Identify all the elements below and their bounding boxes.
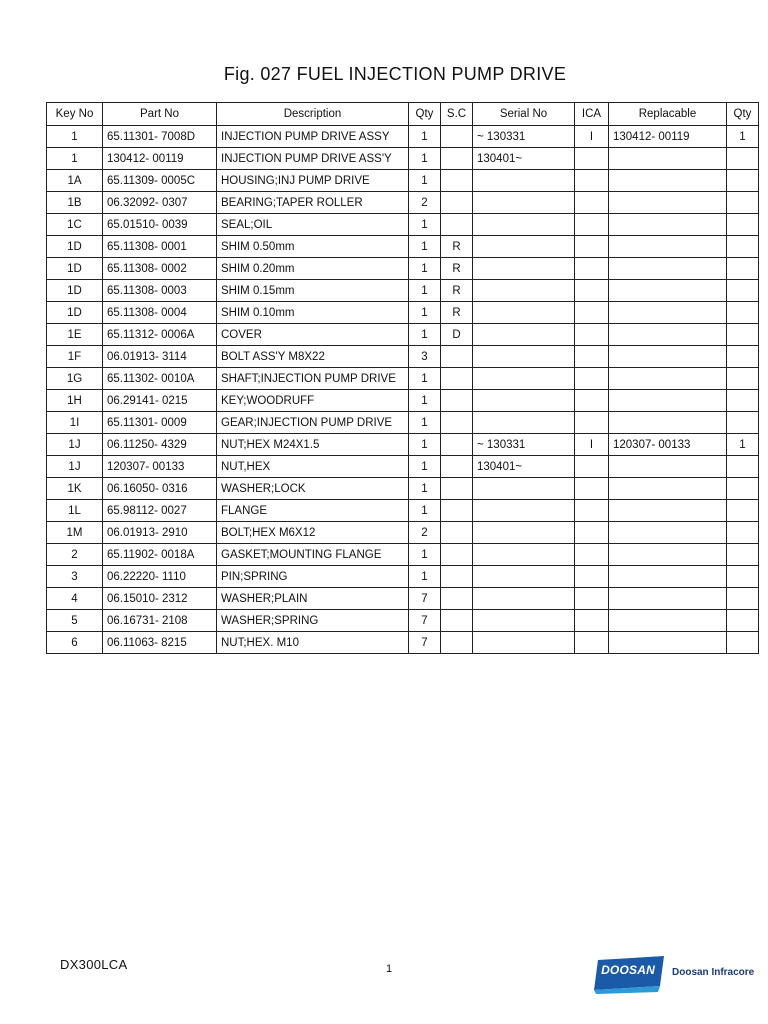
- table-row: [47, 236, 759, 258]
- table-cell: 65.98112- 0027: [103, 500, 217, 522]
- table-cell: [473, 170, 575, 192]
- table-cell: [727, 368, 759, 390]
- table-cell: [609, 214, 727, 236]
- table-cell: ~ 130331: [473, 126, 575, 148]
- logo-company-text: Doosan Infracore: [672, 967, 755, 978]
- table-cell: 1: [409, 412, 441, 434]
- table-cell: 06.16050- 0316: [103, 478, 217, 500]
- table-cell: WASHER;LOCK: [217, 478, 409, 500]
- table-cell: [727, 170, 759, 192]
- table-cell: [727, 346, 759, 368]
- table-cell: 1: [409, 478, 441, 500]
- table-cell: [609, 456, 727, 478]
- table-cell: 06.11250- 4329: [103, 434, 217, 456]
- table-cell: 130401~: [473, 456, 575, 478]
- table-cell: GASKET;MOUNTING FLANGE: [217, 544, 409, 566]
- table-cell: GEAR;INJECTION PUMP DRIVE: [217, 412, 409, 434]
- table-cell: [609, 632, 727, 654]
- table-row: [47, 302, 759, 324]
- table-cell: 1: [409, 390, 441, 412]
- table-row: [47, 500, 759, 522]
- table-cell: [609, 566, 727, 588]
- table-cell: SHIM 0.50mm: [217, 236, 409, 258]
- table-cell: SHIM 0.15mm: [217, 280, 409, 302]
- table-cell: [727, 258, 759, 280]
- column-header: Qty: [727, 103, 759, 126]
- table-row: [47, 214, 759, 236]
- table-cell: [609, 170, 727, 192]
- column-header: Serial No: [473, 103, 575, 126]
- table-cell: 130412- 00119: [103, 148, 217, 170]
- table-cell: 7: [409, 610, 441, 632]
- table-header-row: [47, 103, 759, 126]
- table-cell: 1: [47, 126, 103, 148]
- table-cell: 06.11063- 8215: [103, 632, 217, 654]
- page-number: 1: [386, 963, 393, 975]
- table-cell: I: [575, 434, 609, 456]
- table-cell: [727, 324, 759, 346]
- table-row: [47, 258, 759, 280]
- table-cell: [473, 500, 575, 522]
- table-cell: 1M: [47, 522, 103, 544]
- model-label: DX300LCA: [60, 957, 128, 972]
- table-cell: 1C: [47, 214, 103, 236]
- table-cell: [609, 192, 727, 214]
- table-cell: [441, 500, 473, 522]
- table-row: [47, 280, 759, 302]
- table-cell: 1D: [47, 302, 103, 324]
- table-cell: [727, 456, 759, 478]
- table-row: [47, 610, 759, 632]
- table-cell: [441, 368, 473, 390]
- table-cell: 65.11308- 0003: [103, 280, 217, 302]
- table-cell: [727, 390, 759, 412]
- table-cell: [609, 258, 727, 280]
- table-cell: [575, 566, 609, 588]
- table-cell: [727, 632, 759, 654]
- table-cell: 65.11312- 0006A: [103, 324, 217, 346]
- table-cell: KEY;WOODRUFF: [217, 390, 409, 412]
- table-cell: BEARING;TAPER ROLLER: [217, 192, 409, 214]
- table-cell: [575, 258, 609, 280]
- table-cell: 1: [409, 566, 441, 588]
- table-cell: 65.11308- 0004: [103, 302, 217, 324]
- table-cell: D: [441, 324, 473, 346]
- table-cell: [575, 324, 609, 346]
- parts-table: [46, 102, 759, 654]
- table-cell: [473, 632, 575, 654]
- table-row: [47, 126, 759, 148]
- table-cell: 65.11902- 0018A: [103, 544, 217, 566]
- table-cell: 06.16731- 2108: [103, 610, 217, 632]
- table-cell: [609, 148, 727, 170]
- table-row: [47, 544, 759, 566]
- table-cell: [473, 522, 575, 544]
- table-cell: [575, 456, 609, 478]
- table-cell: 1G: [47, 368, 103, 390]
- table-cell: [609, 324, 727, 346]
- table-cell: [473, 610, 575, 632]
- table-cell: [441, 456, 473, 478]
- table-cell: 3: [409, 346, 441, 368]
- table-cell: [727, 566, 759, 588]
- table-cell: 65.01510- 0039: [103, 214, 217, 236]
- table-cell: [575, 368, 609, 390]
- table-cell: 06.01913- 3114: [103, 346, 217, 368]
- table-cell: [727, 236, 759, 258]
- table-cell: [609, 302, 727, 324]
- table-cell: [473, 478, 575, 500]
- table-cell: [727, 302, 759, 324]
- table-cell: 1D: [47, 236, 103, 258]
- table-cell: NUT;HEX M24X1.5: [217, 434, 409, 456]
- column-header: Key No: [47, 103, 103, 126]
- table-cell: 1I: [47, 412, 103, 434]
- table-cell: 1K: [47, 478, 103, 500]
- table-cell: 1J: [47, 434, 103, 456]
- table-cell: 7: [409, 588, 441, 610]
- table-row: [47, 566, 759, 588]
- table-cell: [441, 610, 473, 632]
- table-cell: 06.22220- 1110: [103, 566, 217, 588]
- table-cell: R: [441, 280, 473, 302]
- table-cell: [727, 544, 759, 566]
- table-row: [47, 588, 759, 610]
- table-cell: [473, 390, 575, 412]
- table-cell: R: [441, 258, 473, 280]
- table-cell: FLANGE: [217, 500, 409, 522]
- table-cell: [575, 500, 609, 522]
- table-cell: 2: [409, 522, 441, 544]
- column-header: Description: [217, 103, 409, 126]
- table-cell: [441, 192, 473, 214]
- table-cell: NUT;HEX. M10: [217, 632, 409, 654]
- table-cell: [575, 610, 609, 632]
- table-cell: INJECTION PUMP DRIVE ASSY: [217, 126, 409, 148]
- table-cell: [609, 588, 727, 610]
- table-cell: 6: [47, 632, 103, 654]
- table-cell: [441, 390, 473, 412]
- table-cell: [441, 522, 473, 544]
- table-cell: I: [575, 126, 609, 148]
- table-cell: 1: [409, 280, 441, 302]
- table-row: [47, 170, 759, 192]
- table-cell: [609, 346, 727, 368]
- table-cell: 1: [409, 236, 441, 258]
- table-row: [47, 632, 759, 654]
- table-cell: PIN;SPRING: [217, 566, 409, 588]
- table-cell: [473, 324, 575, 346]
- table-cell: [727, 192, 759, 214]
- table-cell: 1L: [47, 500, 103, 522]
- table-cell: SHAFT;INJECTION PUMP DRIVE: [217, 368, 409, 390]
- table-cell: [441, 126, 473, 148]
- table-cell: 1D: [47, 280, 103, 302]
- table-cell: [441, 544, 473, 566]
- table-row: [47, 434, 759, 456]
- table-cell: [727, 478, 759, 500]
- table-cell: [473, 258, 575, 280]
- column-header: Replacable: [609, 103, 727, 126]
- table-cell: COVER: [217, 324, 409, 346]
- table-cell: 65.11309- 0005C: [103, 170, 217, 192]
- column-header: Qty: [409, 103, 441, 126]
- table-cell: [441, 632, 473, 654]
- table-cell: BOLT;HEX M6X12: [217, 522, 409, 544]
- table-cell: 3: [47, 566, 103, 588]
- table-cell: 2: [409, 192, 441, 214]
- table-cell: [609, 280, 727, 302]
- table-row: [47, 478, 759, 500]
- table-cell: 1: [409, 456, 441, 478]
- table-cell: [575, 236, 609, 258]
- table-cell: 1: [727, 126, 759, 148]
- logo-brand-text: DOOSAN: [601, 963, 655, 977]
- table-row: [47, 368, 759, 390]
- table-cell: [609, 236, 727, 258]
- table-cell: [575, 214, 609, 236]
- page-title: Fig. 027 FUEL INJECTION PUMP DRIVE: [223, 64, 567, 84]
- table-cell: 1: [409, 324, 441, 346]
- table-cell: [609, 390, 727, 412]
- table-cell: 5: [47, 610, 103, 632]
- table-cell: [473, 302, 575, 324]
- table-cell: [441, 434, 473, 456]
- table-cell: 65.11308- 0002: [103, 258, 217, 280]
- table-cell: 120307- 00133: [103, 456, 217, 478]
- table-cell: [727, 412, 759, 434]
- table-cell: 1E: [47, 324, 103, 346]
- table-cell: 06.29141- 0215: [103, 390, 217, 412]
- table-cell: 1: [409, 214, 441, 236]
- table-cell: WASHER;PLAIN: [217, 588, 409, 610]
- table-cell: 1: [409, 302, 441, 324]
- table-cell: [473, 544, 575, 566]
- table-row: [47, 192, 759, 214]
- table-cell: 2: [47, 544, 103, 566]
- table-cell: [441, 214, 473, 236]
- table-cell: [727, 522, 759, 544]
- table-cell: [609, 368, 727, 390]
- table-cell: 1: [727, 434, 759, 456]
- table-cell: SHIM 0.20mm: [217, 258, 409, 280]
- table-cell: [473, 588, 575, 610]
- table-cell: 65.11301- 0009: [103, 412, 217, 434]
- column-header: S.C: [441, 103, 473, 126]
- table-cell: 1: [409, 126, 441, 148]
- table-cell: [609, 544, 727, 566]
- table-cell: [473, 214, 575, 236]
- table-cell: [727, 588, 759, 610]
- table-cell: [441, 588, 473, 610]
- table-cell: 65.11301- 7008D: [103, 126, 217, 148]
- table-cell: 1: [409, 258, 441, 280]
- table-cell: 1: [409, 434, 441, 456]
- table-cell: [575, 632, 609, 654]
- table-row: [47, 324, 759, 346]
- table-cell: SEAL;OIL: [217, 214, 409, 236]
- table-cell: [575, 390, 609, 412]
- table-cell: 06.15010- 2312: [103, 588, 217, 610]
- table-cell: 1A: [47, 170, 103, 192]
- table-cell: NUT,HEX: [217, 456, 409, 478]
- table-cell: [473, 346, 575, 368]
- table-cell: [609, 522, 727, 544]
- table-row: [47, 390, 759, 412]
- table-cell: 120307- 00133: [609, 434, 727, 456]
- table-cell: [575, 522, 609, 544]
- table-cell: [575, 302, 609, 324]
- table-row: [47, 456, 759, 478]
- table-cell: 1F: [47, 346, 103, 368]
- table-row: [47, 148, 759, 170]
- column-header: ICA: [575, 103, 609, 126]
- table-cell: 65.11308- 0001: [103, 236, 217, 258]
- table-cell: [473, 566, 575, 588]
- table-cell: WASHER;SPRING: [217, 610, 409, 632]
- table-cell: [575, 148, 609, 170]
- table-cell: [609, 500, 727, 522]
- table-cell: [727, 500, 759, 522]
- table-cell: [575, 170, 609, 192]
- table-cell: [727, 280, 759, 302]
- column-header: Part No: [103, 103, 217, 126]
- table-cell: 1: [47, 148, 103, 170]
- table-cell: [441, 566, 473, 588]
- table-cell: ~ 130331: [473, 434, 575, 456]
- table-cell: [473, 192, 575, 214]
- table-cell: [575, 192, 609, 214]
- doosan-logo: [592, 954, 762, 994]
- table-cell: INJECTION PUMP DRIVE ASS'Y: [217, 148, 409, 170]
- table-cell: 06.32092- 0307: [103, 192, 217, 214]
- table-cell: 1: [409, 368, 441, 390]
- table-row: [47, 412, 759, 434]
- table-cell: [473, 368, 575, 390]
- table-cell: [473, 280, 575, 302]
- table-cell: 1: [409, 148, 441, 170]
- table-cell: 1H: [47, 390, 103, 412]
- table-cell: [441, 170, 473, 192]
- table-cell: 06.01913- 2910: [103, 522, 217, 544]
- table-cell: [473, 236, 575, 258]
- table-cell: [609, 478, 727, 500]
- table-cell: HOUSING;INJ PUMP DRIVE: [217, 170, 409, 192]
- table-cell: 1: [409, 170, 441, 192]
- table-cell: SHIM 0.10mm: [217, 302, 409, 324]
- table-cell: [727, 214, 759, 236]
- table-cell: [441, 478, 473, 500]
- table-cell: 130401~: [473, 148, 575, 170]
- table-cell: [727, 610, 759, 632]
- table-cell: 130412- 00119: [609, 126, 727, 148]
- table-cell: [609, 412, 727, 434]
- table-cell: 1: [409, 544, 441, 566]
- table-cell: BOLT ASS'Y M8X22: [217, 346, 409, 368]
- table-cell: 4: [47, 588, 103, 610]
- table-cell: 1J: [47, 456, 103, 478]
- table-row: [47, 346, 759, 368]
- table-cell: [575, 412, 609, 434]
- table-cell: 1B: [47, 192, 103, 214]
- table-cell: 7: [409, 632, 441, 654]
- table-cell: R: [441, 236, 473, 258]
- table-cell: [473, 412, 575, 434]
- table-cell: [575, 346, 609, 368]
- table-cell: 65.11302- 0010A: [103, 368, 217, 390]
- table-cell: [575, 544, 609, 566]
- table-cell: [575, 478, 609, 500]
- table-cell: 1: [409, 500, 441, 522]
- table-cell: 1D: [47, 258, 103, 280]
- table-cell: [441, 412, 473, 434]
- table-row: [47, 522, 759, 544]
- table-cell: [727, 148, 759, 170]
- table-cell: [441, 346, 473, 368]
- table-cell: [575, 588, 609, 610]
- table-body: [47, 126, 759, 654]
- table-cell: [609, 610, 727, 632]
- table-cell: [441, 148, 473, 170]
- table-cell: [575, 280, 609, 302]
- table-cell: R: [441, 302, 473, 324]
